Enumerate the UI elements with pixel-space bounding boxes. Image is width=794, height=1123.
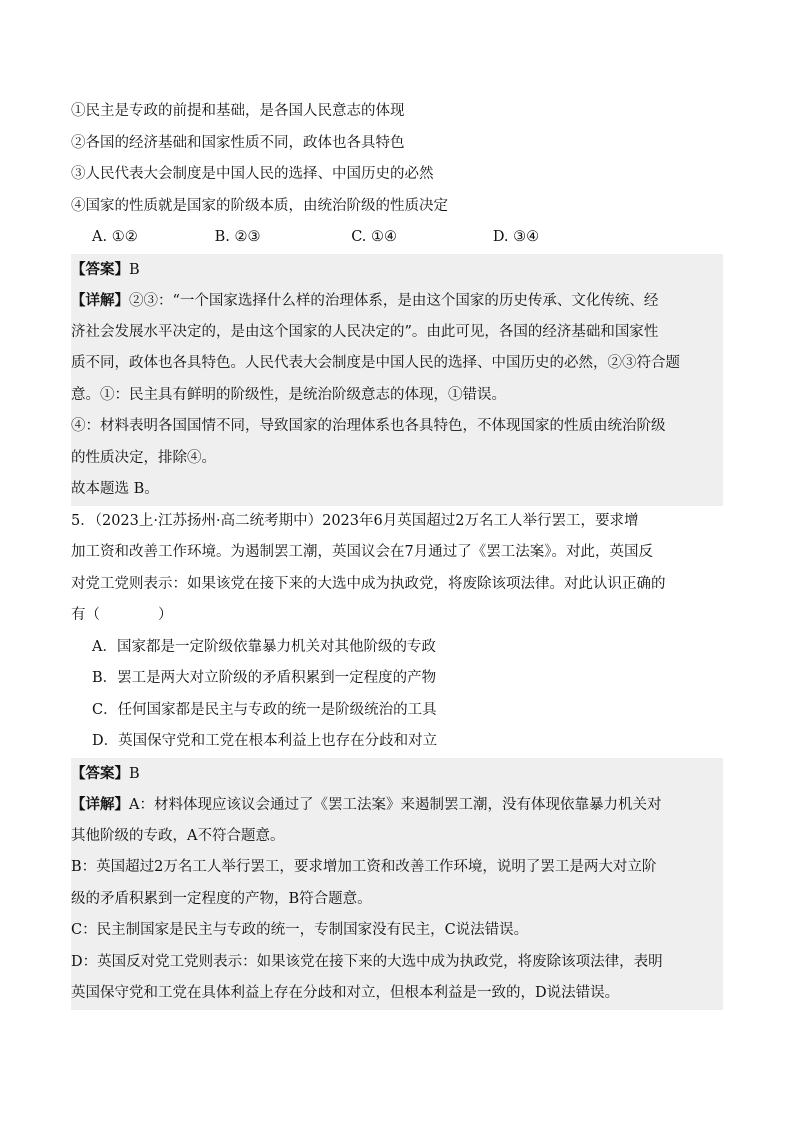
detail-tag: 【详解】: [71, 796, 129, 813]
content: [71, 96, 723, 1010]
choice-d: D．英国保守党和工党在根本利益上也存在分歧和对立: [92, 733, 438, 749]
detail-line: 的性质决定，排除④。: [71, 449, 216, 466]
q4-options: [71, 222, 723, 254]
statement-3: ③人民代表大会制度是中国人民的选择、中国历史的必然: [71, 166, 434, 182]
option-b: B. ②③: [214, 229, 261, 245]
detail-line: ④：材料表明各国国情不同，导致国家的治理体系也各具特色，不体现国家的性质由统治阶级: [71, 418, 666, 434]
detail-line: 【详解】②③：“一个国家选择什么样的治理体系，是由这个国家的历史传承、文化传统、经: [71, 292, 659, 309]
answer-tag: 【答案】: [71, 260, 129, 278]
stem-line: 5．（2023上·江苏扬州·高二统考期中）2023年6月英国超过2万名工人举行罢工，要求增: [71, 512, 639, 529]
detail-line: C：民主制国家是民主与专政的统一，专制国家没有民主，C说法错误。: [71, 922, 529, 938]
statement-1: ①民主是专政的前提和基础，是各国人民意志的体现: [71, 103, 405, 119]
q4-answer-block: [71, 254, 723, 506]
statement-4: ④国家的性质就是国家的阶级本质，由统治阶级的性质决定: [71, 197, 448, 214]
stem-line: 对党工党则表示：如果该党在接下来的大选中成为执政党，将废除该项法律。对此认识正确的: [71, 575, 666, 592]
detail-line: 其他阶级的专政，A不符合题意。: [71, 827, 285, 844]
option-d: D. ③④: [492, 229, 540, 245]
conclusion-line: 故本题选 B。: [71, 481, 159, 497]
detail-paragraph: [71, 285, 723, 506]
detail-line: B：英国超过2万名工人举行罢工，要求增加工资和改善工作环境，说明了罢工是两大对立阶: [71, 859, 657, 875]
option-a: A. ①②: [92, 229, 138, 245]
q5-answer-block: [71, 758, 723, 1010]
answer-tag: 【答案】: [71, 764, 129, 782]
detail-paragraph: [71, 789, 723, 1010]
detail-line: 意。①：民主具有鲜明的阶级性，是统治阶级意志的体现，①错误。: [71, 386, 506, 403]
choice-a: A．国家都是一定阶级依靠暴力机关对其他阶级的专政: [92, 638, 436, 655]
detail-line: 【详解】A：材料体现应该议会通过了《罢工法案》来遏制罢工潮，没有体现依靠暴力机关对: [71, 796, 662, 813]
choice-c: C．任何国家都是民主与专政的统一是阶级统治的工具: [92, 701, 437, 718]
detail-line: 英国保守党和工党在具体利益上存在分歧和对立，但根本利益是一致的，D说法错误。: [71, 985, 620, 1001]
detail-tag: 【详解】: [71, 292, 129, 309]
answer-line: [71, 758, 723, 790]
detail-line: 级的矛盾积累到一定程度的产物，B符合题意。: [71, 890, 372, 907]
detail-line: 济社会发展水平决定的，是由这个国家的人民决定的”。由此可见，各国的经济基础和国家性: [71, 323, 659, 340]
stem-line: 有（ ）: [71, 607, 173, 623]
choice-b: B．罢工是两大对立阶级的矛盾积累到一定程度的产物: [92, 670, 437, 686]
q5-stem: [71, 506, 723, 632]
option-c: C. ①④: [351, 229, 398, 245]
detail-line: 质不同，政体也各具特色。人民代表大会制度是中国人民的选择、中国历史的必然，②③符合题: [71, 355, 680, 371]
detail-line: D：英国反对党工党则表示：如果该党在接下来的大选中成为执政党，将废除该项法律，表明: [71, 953, 663, 970]
stem-line: 加工资和改善工作环境。为遏制罢工潮，英国议会在7月通过了《罢工法案》。对此，英国反: [71, 544, 653, 560]
answer-value: B: [129, 261, 140, 278]
statement-2: ②各国的经济基础和国家性质不同，政体也各具特色: [71, 134, 405, 151]
answer-value: B: [129, 765, 140, 782]
answer-line: [71, 254, 723, 286]
